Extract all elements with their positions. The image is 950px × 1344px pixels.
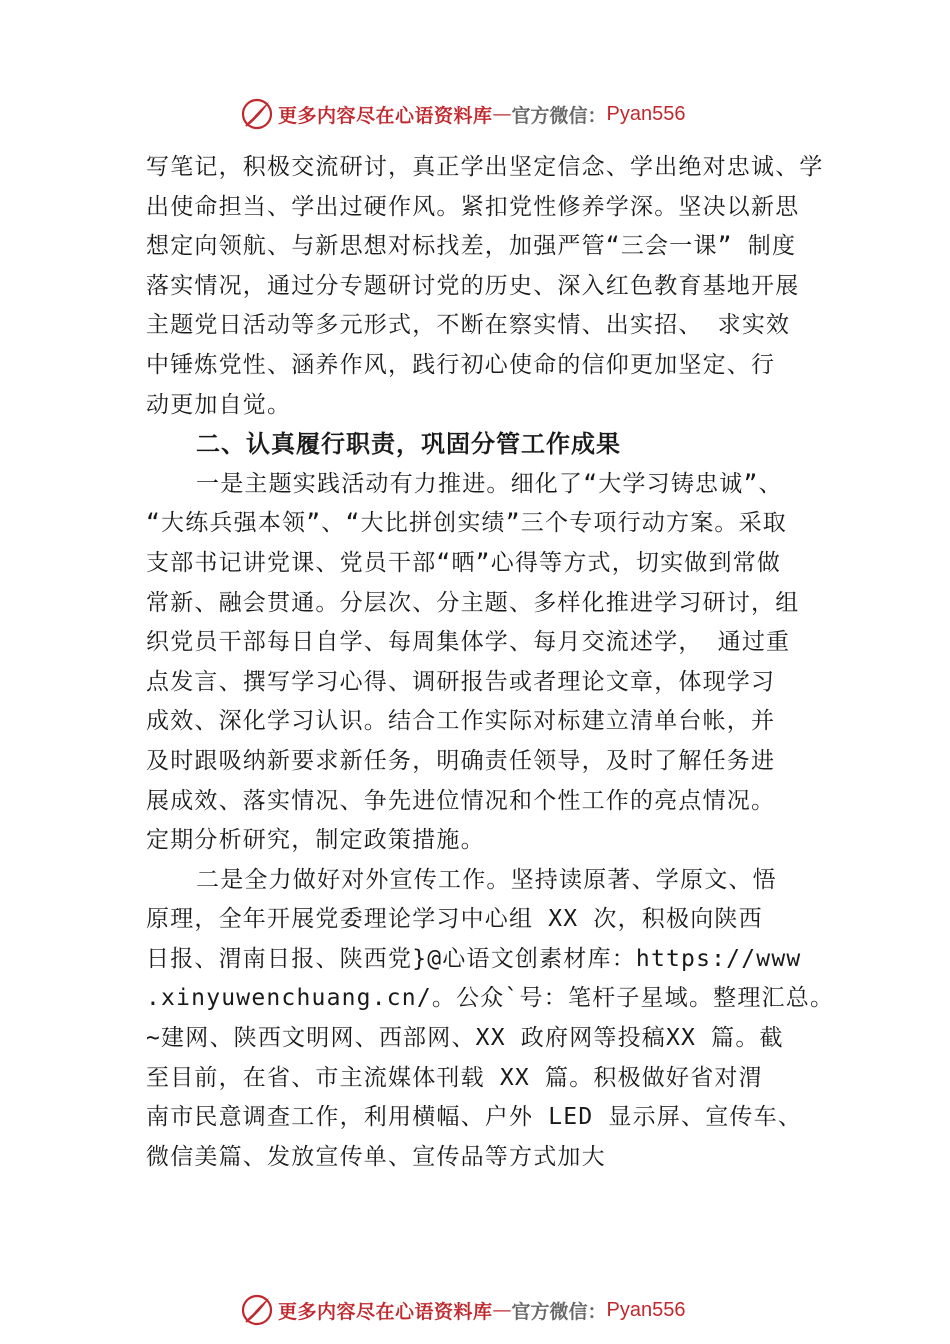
text-line: 写笔记，积极交流研讨，真正学出坚定信念、学出绝对忠诚、学: [146, 154, 824, 180]
text-line: 出使命担当、学出过硬作风。紧扣党性修养学深。坚决以新思: [146, 193, 800, 220]
banner-dash: —: [492, 103, 512, 125]
text-line: 成效、深化学习认识。结合工作实际对标建立清单台帐，并: [146, 708, 776, 735]
text-line: 日报、渭南日报、陕西党}@心语文创素材库：https://www: [146, 945, 802, 972]
text-line: 定期分析研究，制定政策措施。: [146, 827, 485, 854]
header-banner: [240, 96, 760, 132]
text-line: 点发言、撰写学习心得、调研报告或者理论文章，体现学习: [146, 668, 776, 695]
text-line: 南市民意调查工作，利用横幅、户外 LED 显示屏、宣传车、: [146, 1104, 803, 1131]
text-line: 原理，全年开展党委理论学习中心组 XX 次，积极向陕西: [146, 906, 763, 933]
text-line: 微信美篇、发放宣传单、宣传品等方式加大: [146, 1143, 606, 1170]
banner-site-text: 更多内容尽在心语资料库: [278, 1300, 493, 1323]
document-body: [146, 148, 836, 1177]
quill-logo-icon: [240, 1293, 274, 1327]
text-line: 一是主题实践活动有力推进。细化了“大学习铸忠诚”、: [196, 470, 783, 497]
banner-wechat-label: 官方微信：: [511, 1300, 607, 1323]
text-line: 常新、融会贯通。分层次、分主题、多样化推进学习研讨，组: [146, 589, 800, 616]
paragraph-3: [146, 861, 836, 1178]
text-line: 落实情况，通过分专题研讨党的历史、深入红色教育基地开展: [146, 272, 800, 299]
text-line: 织党员干部每日自学、每周集体学、每月交流述学， 通过重: [146, 629, 791, 656]
text-line: “大练兵强本领”、“大比拼创实绩”三个专项行动方案。采取: [146, 510, 787, 537]
banner-wechat-id: Pyan556: [606, 1298, 686, 1321]
text-line: 动更加自觉。: [146, 391, 292, 418]
banner-dash: —: [492, 1299, 512, 1321]
text-line: 主题党日活动等多元形式，不断在察实情、出实招、 求实效: [146, 312, 791, 339]
text-line: .xinyuwenchuang.cn/。公众`号：笔杆子星域。整理汇总。: [146, 985, 835, 1012]
section-heading: 二、认真履行职责，巩固分管工作成果: [196, 430, 621, 459]
text-line: ~建网、陕西文明网、西部网、XX 政府网等投稿XX 篇。截: [146, 1025, 784, 1052]
text-line: 至目前，在省、市主流媒体刊载 XX 篇。积极做好省对渭: [146, 1064, 763, 1091]
quill-logo-icon: [240, 97, 274, 131]
banner-wechat-label: 官方微信：: [511, 104, 607, 127]
paragraph-2: [146, 465, 836, 861]
text-line: 展成效、落实情况、争先进位情况和个性工作的亮点情况。: [146, 787, 776, 814]
paragraph-1: [146, 148, 836, 425]
footer-banner: [240, 1292, 760, 1328]
text-line: 二是全力做好对外宣传工作。坚持读原著、学原文、悟: [196, 866, 777, 893]
banner-site-text: 更多内容尽在心语资料库: [278, 104, 493, 127]
text-line: 及时跟吸纳新要求新任务，明确责任领导，及时了解任务进: [146, 747, 776, 774]
text-line: 中锤炼党性、涵养作风，践行初心使命的信仰更加坚定、行: [146, 351, 776, 378]
text-line: 想定向领航、与新思想对标找差，加强严管“三会一课” 制度: [146, 233, 797, 260]
banner-wechat-id: Pyan556: [606, 102, 686, 125]
text-line: 支部书记讲党课、党员干部“晒”心得等方式，切实做到常做: [146, 549, 782, 576]
